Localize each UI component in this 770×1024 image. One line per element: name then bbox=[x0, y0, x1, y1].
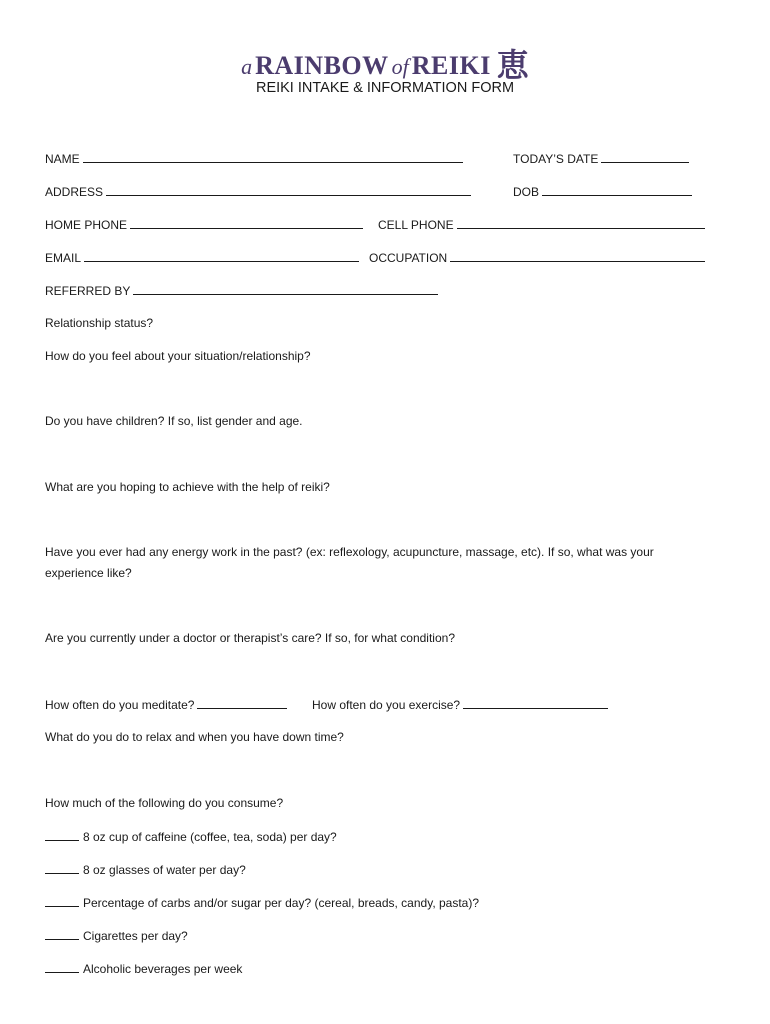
exercise-label: How often do you exercise? bbox=[312, 698, 461, 712]
todays-date-label: TODAY’S DATE bbox=[513, 152, 599, 166]
name-label: NAME bbox=[45, 152, 80, 166]
dob-field[interactable] bbox=[513, 184, 692, 199]
consumption-item[interactable] bbox=[45, 895, 479, 910]
consumption-blank[interactable] bbox=[45, 895, 79, 907]
dob-blank[interactable] bbox=[542, 184, 692, 196]
logo-word-a: a bbox=[241, 54, 253, 79]
question-consume: How much of the following do you consume? bbox=[45, 796, 284, 810]
name-blank[interactable] bbox=[83, 151, 463, 163]
referred-by-label: REFERRED BY bbox=[45, 284, 131, 298]
question-children: Do you have children? If so, list gender and age. bbox=[45, 414, 303, 428]
question-relationship-status: Relationship status? bbox=[45, 316, 154, 330]
cell-phone-blank[interactable] bbox=[457, 217, 705, 229]
form-title: REIKI INTAKE & INFORMATION FORM bbox=[255, 80, 515, 96]
consumption-blank[interactable] bbox=[45, 862, 79, 874]
home-phone-blank[interactable] bbox=[130, 217, 363, 229]
consumption-blank[interactable] bbox=[45, 928, 79, 940]
consumption-item-label: Alcoholic beverages per week bbox=[83, 962, 243, 976]
meditate-blank[interactable] bbox=[197, 697, 287, 709]
logo-kanji-symbol: 恵 bbox=[496, 47, 529, 83]
todays-date-blank[interactable] bbox=[601, 151, 689, 163]
question-relax: What do you do to relax and when you have down time? bbox=[45, 730, 344, 744]
address-blank[interactable] bbox=[106, 184, 471, 196]
consumption-item[interactable] bbox=[45, 961, 242, 976]
email-field[interactable] bbox=[45, 250, 359, 265]
logo-word-rainbow: RAINBOW bbox=[255, 51, 389, 80]
email-blank[interactable] bbox=[84, 250, 359, 262]
occupation-label: OCCUPATION bbox=[369, 251, 448, 265]
consumption-item-label: Cigarettes per day? bbox=[83, 929, 188, 943]
meditate-label: How often do you meditate? bbox=[45, 698, 195, 712]
todays-date-field[interactable] bbox=[513, 151, 689, 166]
consumption-item[interactable] bbox=[45, 829, 337, 844]
consumption-item-label: 8 oz glasses of water per day? bbox=[83, 863, 246, 877]
address-field[interactable] bbox=[45, 184, 471, 199]
occupation-blank[interactable] bbox=[450, 250, 705, 262]
dob-label: DOB bbox=[513, 185, 540, 199]
consumption-item[interactable] bbox=[45, 862, 246, 877]
question-energy-work: Have you ever had any energy work in the past? (ex: reflexology, acupuncture, massage, etc). If so, what was your experience like? bbox=[45, 545, 654, 580]
question-doctor-care: Are you currently under a doctor or therapist’s care? If so, for what condition? bbox=[45, 631, 455, 645]
email-label: EMAIL bbox=[45, 251, 82, 265]
consumption-item-label: 8 oz cup of caffeine (coffee, tea, soda) per day? bbox=[83, 830, 337, 844]
brand-logo bbox=[0, 38, 770, 84]
cell-phone-label: CELL PHONE bbox=[378, 218, 454, 232]
question-hoping: What are you hoping to achieve with the help of reiki? bbox=[45, 480, 330, 494]
referred-by-blank[interactable] bbox=[133, 283, 438, 295]
occupation-field[interactable] bbox=[369, 250, 705, 265]
exercise-blank[interactable] bbox=[463, 697, 608, 709]
address-label: ADDRESS bbox=[45, 185, 104, 199]
home-phone-field[interactable] bbox=[45, 217, 363, 232]
consumption-item[interactable] bbox=[45, 928, 188, 943]
referred-by-field[interactable] bbox=[45, 283, 438, 298]
meditate-field[interactable] bbox=[45, 697, 287, 712]
consumption-blank[interactable] bbox=[45, 829, 79, 841]
logo-word-of: of bbox=[391, 54, 409, 79]
consumption-blank[interactable] bbox=[45, 961, 79, 973]
question-feel-situation: How do you feel about your situation/relationship? bbox=[45, 349, 311, 363]
cell-phone-field[interactable] bbox=[378, 217, 705, 232]
name-field[interactable] bbox=[45, 151, 463, 166]
consumption-item-label: Percentage of carbs and/or sugar per day? (cereal, breads, candy, pasta)? bbox=[83, 896, 480, 910]
exercise-field[interactable] bbox=[312, 697, 608, 712]
home-phone-label: HOME PHONE bbox=[45, 218, 128, 232]
logo-word-reiki: REIKI bbox=[411, 51, 491, 80]
